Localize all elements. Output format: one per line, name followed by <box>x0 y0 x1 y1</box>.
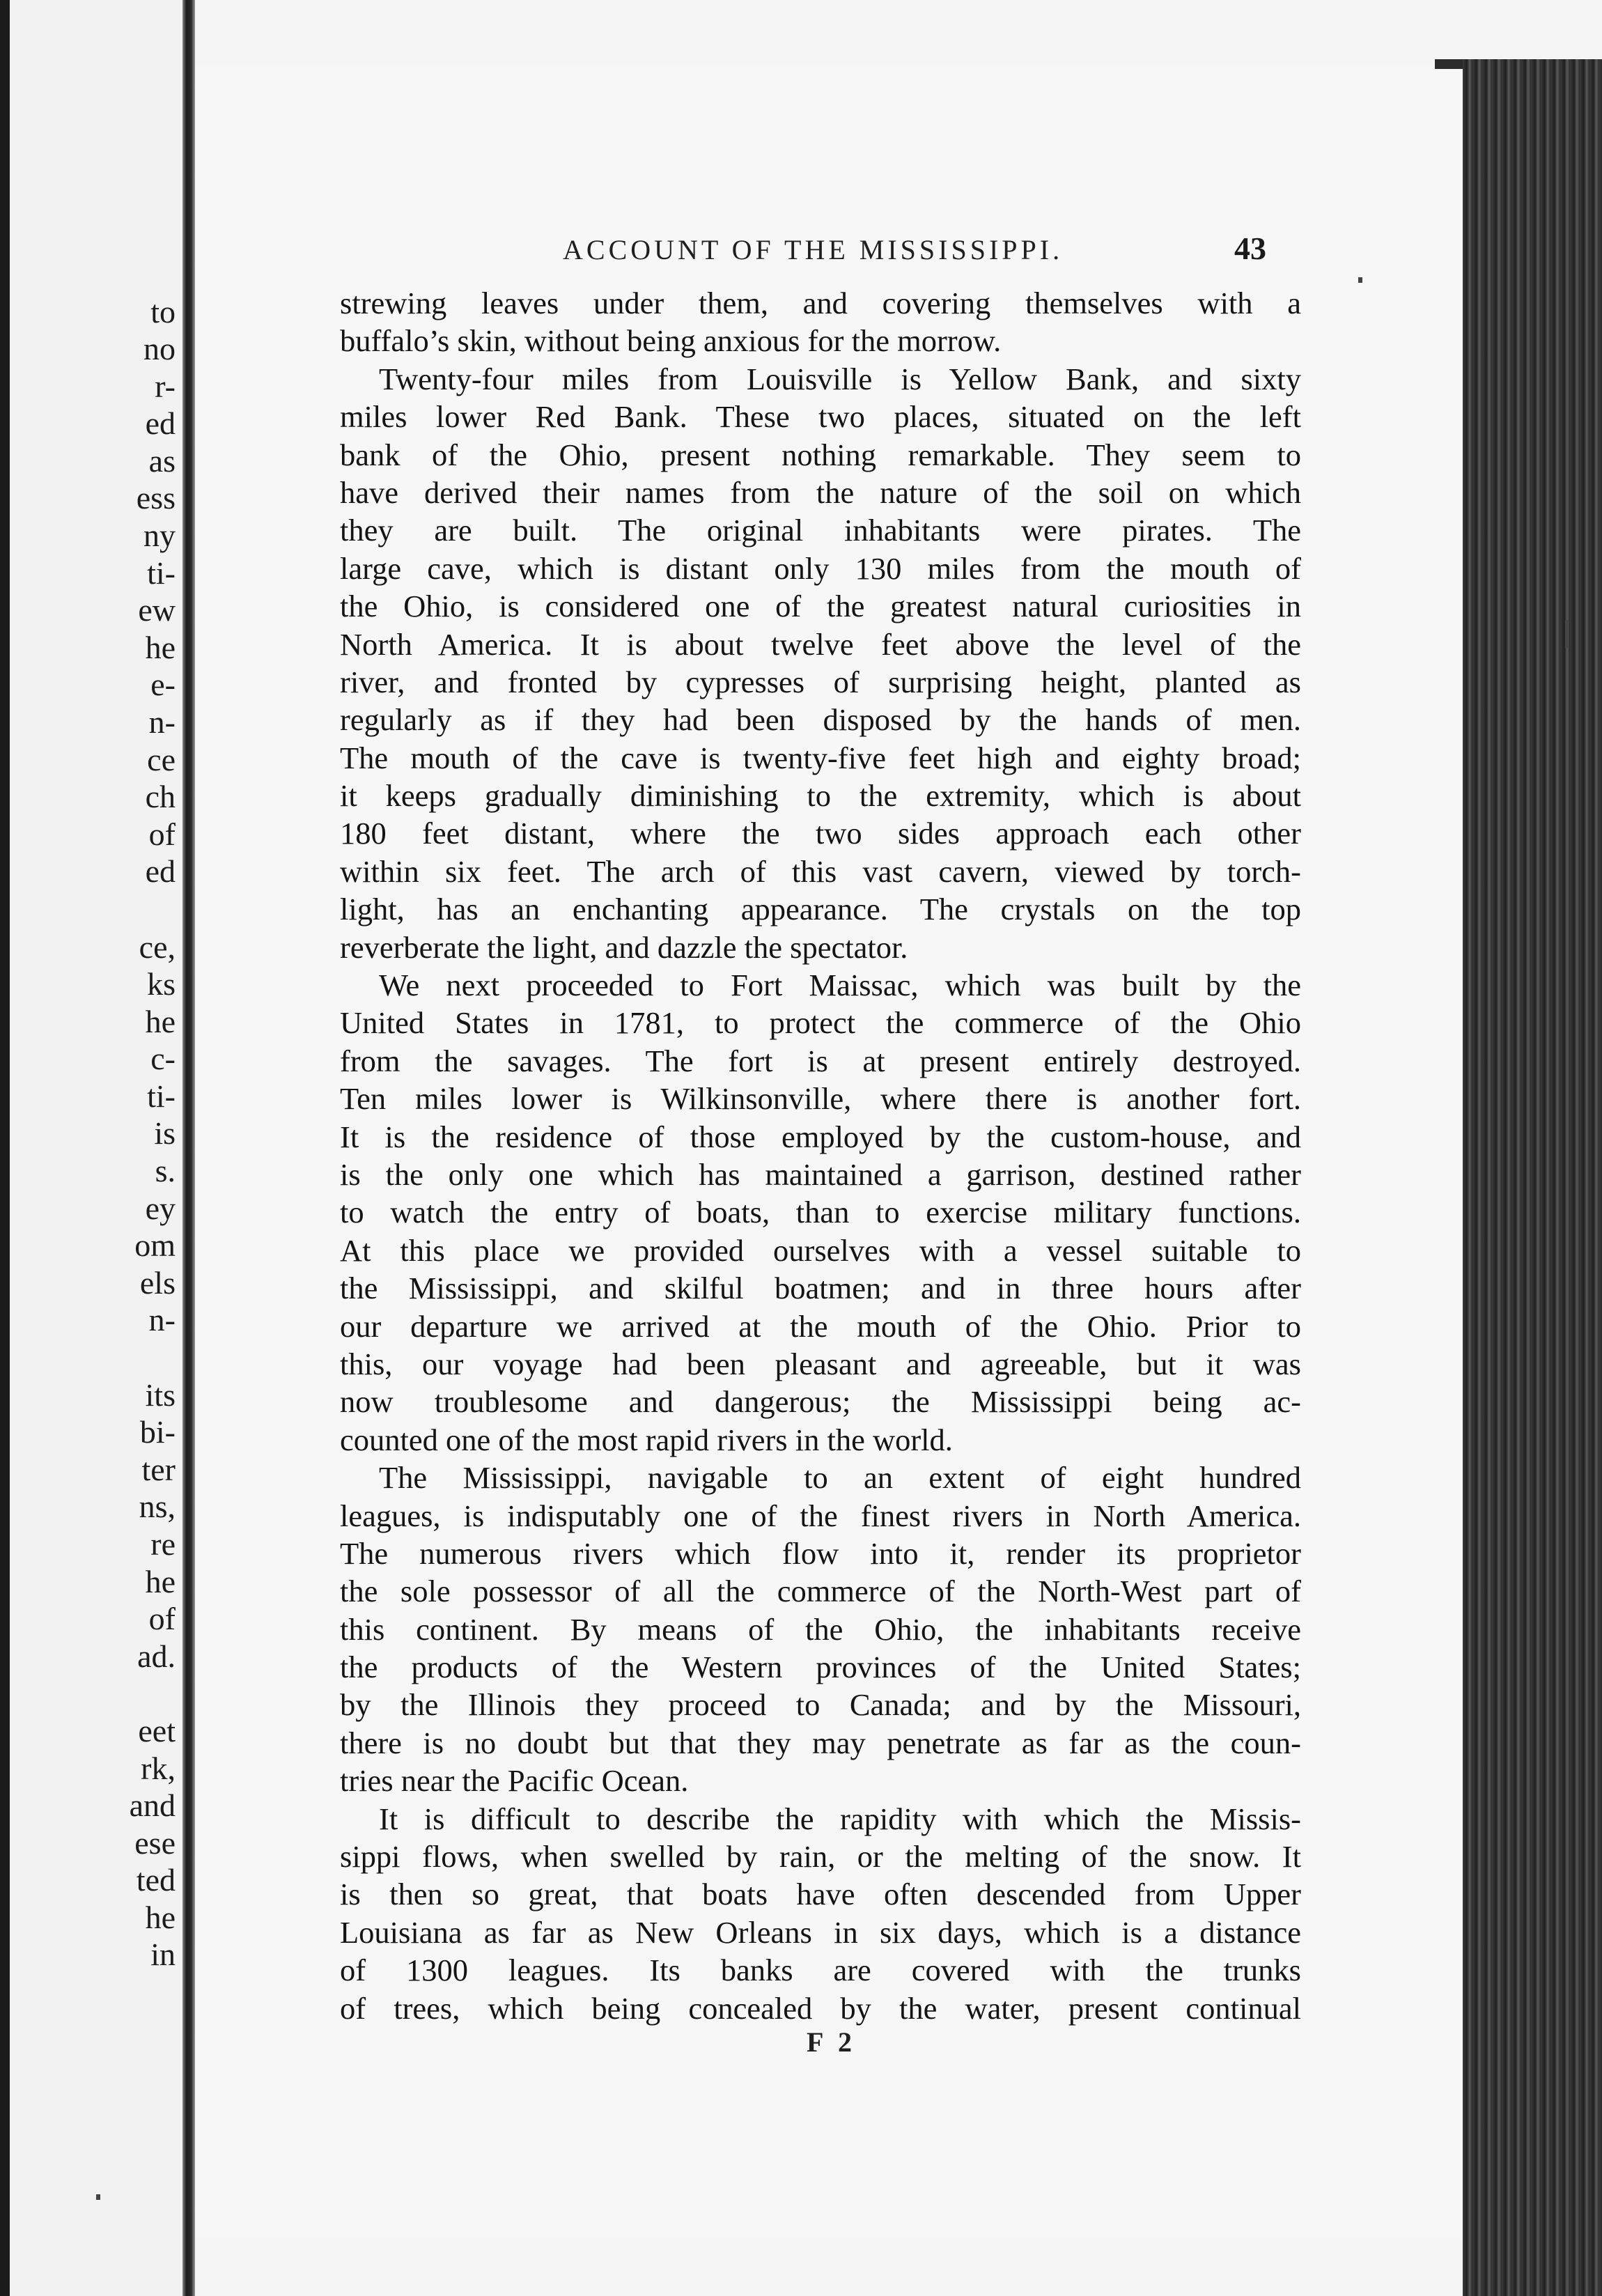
facing-text-fragment: and <box>129 1787 176 1823</box>
facing-text-fragment: r- <box>155 369 176 404</box>
text-line: our departure we arrived at the mouth of the Ohio. Prior to <box>340 1308 1301 1344</box>
facing-text-fragment: ti- <box>147 555 176 591</box>
text-line: tries near the Pacific Ocean. <box>340 1763 689 1799</box>
text-line: The mouth of the cave is twenty-five feet high and eighty broad; <box>340 740 1301 775</box>
facing-text-fragment: he <box>145 1004 176 1039</box>
text-line: United States in 1781, to protect the commerce of the Ohio <box>340 1005 1301 1041</box>
text-line: within six feet. The arch of this vast cavern, viewed by torch- <box>340 853 1301 889</box>
facing-text-fragment: ch <box>145 779 176 814</box>
facing-text-fragment: ed <box>145 405 176 441</box>
facing-text-fragment: to <box>150 294 176 329</box>
facing-text-fragment: ny <box>143 518 176 553</box>
text-line: now troublesome and dangerous; the Mississippi being ac- <box>340 1384 1301 1420</box>
facing-text-fragment: ad. <box>137 1638 176 1674</box>
facing-text-fragment: its <box>145 1377 176 1413</box>
facing-text-fragment: ti- <box>147 1078 176 1114</box>
text-line: leagues, is indisputably one of the finest rivers in North America. <box>340 1498 1301 1533</box>
facing-text-fragment: n- <box>148 1302 176 1337</box>
text-line: the sole possessor of all the commerce of the North-West part of <box>340 1574 1301 1609</box>
facing-text-fragment: as <box>148 443 176 479</box>
text-line: We next proceeded to Fort Maissac, which was built by the <box>379 968 1301 1003</box>
facing-text-fragment: ter <box>141 1452 176 1487</box>
speck-mark <box>96 2194 100 2200</box>
text-line: It is difficult to describe the rapidity with which the Missis- <box>379 1801 1301 1836</box>
text-line: Twenty-four miles from Louisville is Yellow Bank, and sixty <box>379 361 1301 396</box>
text-line: North America. It is about twelve feet above the level of the <box>340 626 1301 662</box>
text-line: buffalo’s skin, without being anxious for the morrow. <box>340 323 1002 359</box>
text-line: regularly as if they had been disposed by the hands of men. <box>340 702 1301 738</box>
speck-mark <box>1565 620 1568 648</box>
facing-text-fragment: c- <box>150 1041 176 1076</box>
facing-text-fragment: ce <box>147 742 176 777</box>
facing-text-fragment: e- <box>150 667 176 702</box>
text-line: The numerous rivers which flow into it, render its proprietor <box>340 1535 1301 1571</box>
text-line: this, our voyage had been pleasant and agreeable, but it was <box>340 1346 1301 1381</box>
facing-text-fragment: ey <box>145 1190 176 1226</box>
facing-text-fragment: he <box>145 630 176 665</box>
text-line: reverberate the light, and dazzle the spectator. <box>340 929 908 965</box>
text-line: strewing leaves under them, and covering themselves with a <box>340 286 1301 320</box>
facing-text-fragment: ks <box>147 966 176 1002</box>
text-line: 180 feet distant, where the two sides approach each other <box>340 816 1301 851</box>
facing-text-fragment: is <box>154 1115 176 1151</box>
book-gutter <box>182 0 195 2296</box>
facing-text-fragment: he <box>145 1564 176 1599</box>
page-number: 43 <box>1234 231 1266 266</box>
text-line: the products of the Western provinces of the United States; <box>340 1650 1301 1685</box>
text-line: It is the residence of those employed by the custom-house, and <box>340 1119 1301 1154</box>
text-line: The Mississippi, navigable to an extent of eight hundred <box>379 1460 1301 1496</box>
facing-text-fragment: n- <box>148 704 176 740</box>
facing-text-fragment: els <box>139 1265 176 1301</box>
text-line: bank of the Ohio, present nothing remarkable. They seem to <box>340 437 1301 472</box>
facing-text-fragment: eet <box>138 1713 176 1748</box>
text-line: river, and fronted by cypresses of surprising height, planted as <box>340 664 1301 699</box>
text-line: of 1300 leagues. Its banks are covered with the trunks <box>340 1953 1301 1988</box>
facing-text-fragment: s. <box>155 1153 176 1188</box>
facing-text-fragment: of <box>148 1601 176 1636</box>
text-line: by the Illinois they proceed to Canada; and by the Missouri, <box>340 1687 1301 1723</box>
text-line: from the savages. The fort is at present entirely destroyed. <box>340 1043 1301 1078</box>
text-line: is then so great, that boats have often descended from Upper <box>340 1877 1301 1912</box>
text-line: there is no doubt but that they may penetrate as far as the coun- <box>340 1725 1301 1760</box>
facing-page-fragment <box>0 0 182 2296</box>
page-block-edge <box>1463 59 1602 2296</box>
text-line: miles lower Red Bank. These two places, situated on the left <box>340 399 1301 435</box>
body-text <box>340 284 1301 2027</box>
text-line: have derived their names from the nature of the soil on which <box>340 474 1301 510</box>
text-line: Ten miles lower is Wilkinsonville, where there is another fort. <box>340 1081 1301 1117</box>
facing-text-fragment: om <box>134 1227 176 1263</box>
facing-text-fragment: ce, <box>139 929 176 965</box>
facing-text-fragment: in <box>150 1937 176 1972</box>
text-line: of trees, which being concealed by the water, present continual <box>340 1990 1301 2026</box>
text-line: to watch the entry of boats, than to exercise military functions. <box>340 1195 1301 1230</box>
text-line: is the only one which has maintained a garrison, destined rather <box>340 1156 1301 1192</box>
signature-mark: F 2 <box>807 2026 856 2058</box>
facing-text-fragment: he <box>145 1900 176 1935</box>
facing-text-fragment: of <box>148 816 176 852</box>
running-head: ACCOUNT OF THE MISSISSIPPI. <box>563 234 1064 265</box>
facing-text-fragment: no <box>143 331 176 366</box>
text-line: counted one of the most rapid rivers in the world. <box>340 1422 953 1457</box>
text-line: At this place we provided ourselves with a vessel suitable to <box>340 1232 1301 1268</box>
text-line: sippi flows, when swelled by rain, or the melting of the snow. It <box>340 1839 1301 1875</box>
facing-text-fragment: re <box>150 1526 176 1562</box>
text-line: light, has an enchanting appearance. The crystals on the top <box>340 892 1301 927</box>
facing-text-fragment: ted <box>136 1862 176 1898</box>
facing-text-fragment: ed <box>145 853 176 889</box>
facing-text-fragment: bi- <box>139 1414 176 1450</box>
speck-mark <box>1358 277 1362 283</box>
text-line: it keeps gradually diminishing to the extremity, which is about <box>340 778 1301 814</box>
facing-text-fragment: ese <box>134 1825 176 1861</box>
facing-text-fragment: ns, <box>139 1489 176 1524</box>
text-line: the Mississippi, and skilful boatmen; and in three hours after <box>340 1271 1301 1306</box>
facing-text-fragment: ess <box>136 480 176 515</box>
text-line: the Ohio, is considered one of the greatest natural curiosities in <box>340 589 1301 624</box>
text-line: large cave, which is distant only 130 miles from the mouth of <box>340 550 1301 586</box>
text-line: they are built. The original inhabitants were pirates. The <box>340 513 1301 548</box>
text-line: this continent. By means of the Ohio, the inhabitants receive <box>340 1611 1301 1647</box>
facing-text-fragment: rk, <box>141 1751 176 1786</box>
facing-text-fragment: ew <box>138 592 176 628</box>
text-line: Louisiana as far as New Orleans in six days, which is a distance <box>340 1914 1301 1950</box>
